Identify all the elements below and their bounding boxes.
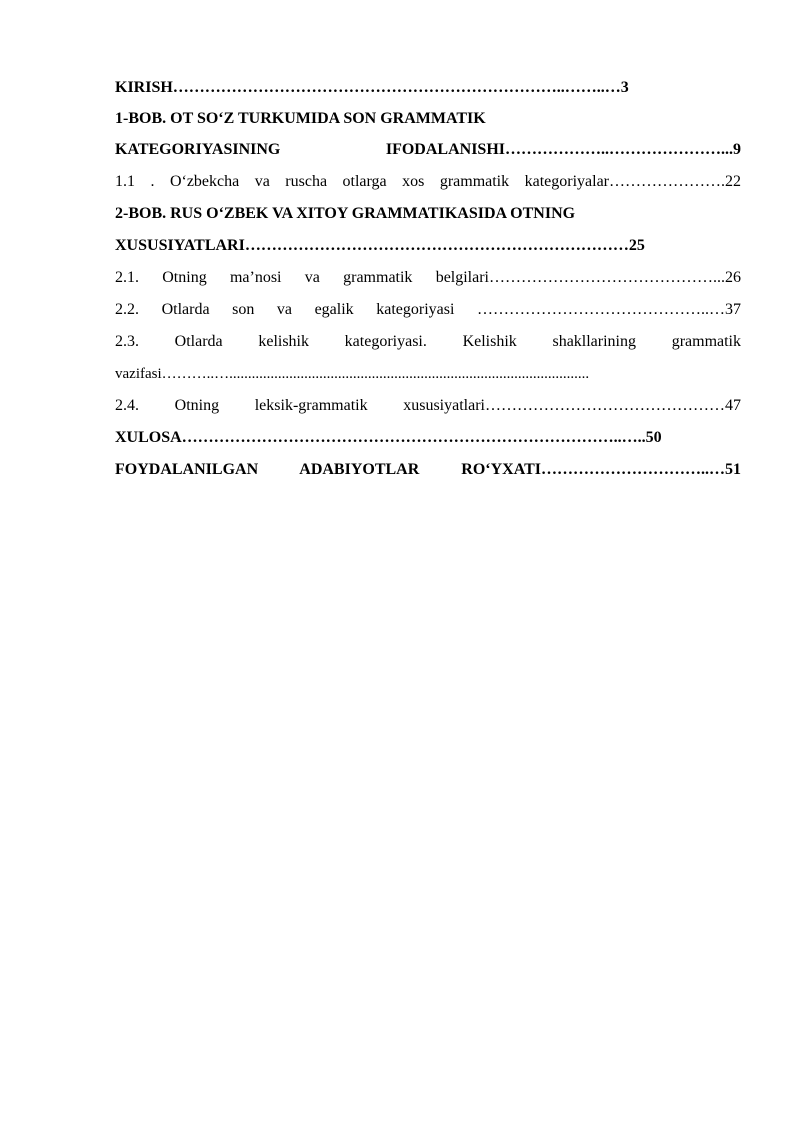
- toc-entry-2-3-cont: vazifasi………..…................................................................................................: [115, 366, 590, 382]
- toc-entry-xulosa: XULOSA………………………………………………………………………..…..50: [115, 429, 662, 446]
- toc-entry-chapter-2-title: 2-BOB. RUS O‘ZBEK VA XITOY GRAMMATIKASIDA OTNING: [115, 205, 576, 222]
- toc-entry-2-3: 2.3. Otlarda kelishik kategoriyasi. Kelishik shakllarining grammatik: [115, 333, 741, 350]
- toc-entry-kirish: KIRISH………………………………………………………………..……..…3: [115, 79, 629, 96]
- toc-entry-chapter-2-title-cont: XUSUSIYATLARI………………………………………………………………25: [115, 237, 645, 254]
- toc-entry-bibliography: FOYDALANILGAN ADABIYOTLAR RO‘YXATI…………………………..…51: [115, 461, 741, 478]
- toc-entry-2-2: 2.2. Otlarda son va egalik kategoriyasi ……………………………………..…37: [115, 301, 741, 318]
- toc-entry-chapter-1-title-cont: KATEGORIYASINING IFODALANISHI………………..…………………...9: [115, 141, 741, 158]
- toc-entry-1-1: 1.1 . O‘zbekcha va ruscha otlarga xos grammatik kategoriyalar………………….22: [115, 173, 741, 190]
- table-of-contents: [115, 76, 741, 482]
- toc-entry-2-1: 2.1. Otning ma’nosi va grammatik belgilari……………………………………...26: [115, 269, 741, 286]
- toc-entry-chapter-1-title: 1-BOB. OT SO‘Z TURKUMIDA SON GRAMMATIK: [115, 110, 486, 127]
- toc-entry-2-4: 2.4. Otning leksik-grammatik xususiyatlari………………………………………47: [115, 397, 741, 414]
